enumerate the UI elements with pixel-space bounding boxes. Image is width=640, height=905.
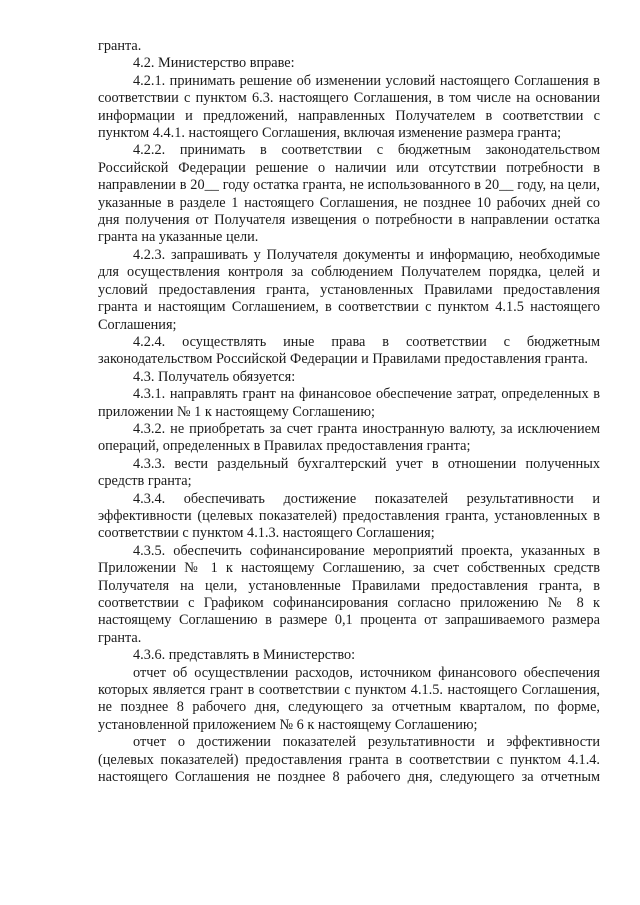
- paragraph-4-2-2: 4.2.2. принимать в соответствии с бюджетным законодательством Российской Федерации решение о наличии или отсутствии потребности в направлении в 20__ году остатка гранта, не использованного в 20__ году, на цели, указанные в разделе 1 настоящего Соглашения, не позднее 10 рабочих дней со дня получения от Получателя извещения о потребности в направлении остатка гранта на указанные цели.: [98, 142, 600, 246]
- paragraph-expense-report: отчет об осуществлении расходов, источником финансового обеспечения которых является грант в соответствии с пунктом 4.1.5. настоящего Соглашения, не позднее 8 рабочего дня, следующего за отчетным кварталом, по форме, установленной приложением № 6 к настоящему Соглашению;: [98, 664, 600, 733]
- paragraph-4-3: 4.3. Получатель обязуется:: [133, 368, 296, 385]
- paragraph-4-2-3: 4.2.3. запрашивать у Получателя документы и информацию, необходимые для осуществления контроля за соблюдением Получателем порядка, целей и условий предоставления гранта, установленных Правилами предоставления гранта и настоящим Соглашением, в соответствии с пунктом 4.1.5 настоящего Соглашения;: [98, 246, 600, 333]
- paragraph-4-2: 4.2. Министерство вправе:: [133, 55, 295, 72]
- paragraph-4-3-1: 4.3.1. направлять грант на финансовое обеспечение затрат, определенных в приложении № 1 к настоящему Соглашению;: [98, 386, 600, 420]
- paragraph-4-3-6: 4.3.6. представлять в Министерство:: [133, 647, 356, 664]
- paragraph-4-3-2: 4.3.2. не приобретать за счет гранта иностранную валюту, за исключением операций, определенных в Правилах предоставления гранта;: [98, 420, 600, 455]
- paragraph-4-2-4: 4.2.4. осуществлять иные права в соответствии с бюджетным законодательством Российской Федерации и Правилами предоставления гранта.: [98, 333, 600, 368]
- paragraph-4-3-3: 4.3.3. вести раздельный бухгалтерский учет в отношении полученных средств гранта;: [98, 455, 600, 490]
- paragraph-performance-report: отчет о достижении показателей результативности и эффективности (целевых показателей) предоставления гранта в соответствии с пунктом 4.1.4. настоящего Соглашения не позднее 8 рабочего дня, следующего за отчетным: [98, 734, 600, 786]
- paragraph-4-3-5: 4.3.5. обеспечить софинансирование мероприятий проекта, указанных в Приложении № 1 к настоящему Соглашению, за счет собственных средств Получателя на цели, установленные Правилами предоставления гранта, в соответствии с Графиком софинансирования согласно приложению № 8 к настоящему Соглашению в размере 0,1 процента от запрашиваемого размера гранта.: [98, 542, 600, 646]
- paragraph-4-3-4: 4.3.4. обеспечивать достижение показателей результативности и эффективности (целевых показателей) предоставления гранта, установленных в соответствии с пунктом 4.1.3. настоящего Соглашения;: [98, 490, 600, 542]
- paragraph-4-2-1: 4.2.1. принимать решение об изменении условий настоящего Соглашения в соответствии с пунктом 6.3. настоящего Соглашения, в том числе на основании информации и предложений, направленных Получателем в соответствии с пунктом 4.4.1. настоящего Соглашения, включая изменение размера гранта;: [98, 72, 600, 142]
- paragraph-grant-end: гранта.: [98, 38, 142, 54]
